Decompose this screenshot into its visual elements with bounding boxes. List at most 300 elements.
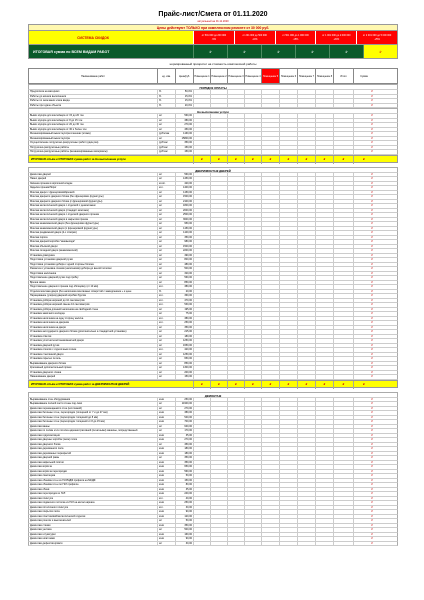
quantity-input[interactable] (193, 114, 210, 118)
quantity-input[interactable] (261, 150, 279, 154)
quantity-input[interactable] (279, 524, 297, 528)
quantity-input[interactable] (279, 308, 297, 312)
quantity-input[interactable] (315, 303, 333, 307)
quantity-input[interactable] (244, 533, 261, 537)
quantity-input[interactable] (279, 348, 297, 352)
quantity-input[interactable] (210, 362, 227, 366)
quantity-input[interactable] (315, 429, 333, 433)
quantity-input[interactable] (315, 213, 333, 217)
quantity-input[interactable] (315, 443, 333, 447)
quantity-input[interactable] (315, 90, 333, 94)
quantity-input[interactable] (227, 195, 244, 199)
quantity-input[interactable] (244, 173, 261, 177)
quantity-input[interactable] (227, 249, 244, 253)
quantity-input[interactable] (210, 200, 227, 204)
quantity-input[interactable] (244, 132, 261, 136)
quantity-input[interactable] (210, 501, 227, 505)
quantity-input[interactable] (315, 150, 333, 154)
quantity-input[interactable] (193, 474, 210, 478)
quantity-input[interactable] (315, 236, 333, 240)
quantity-input[interactable] (315, 474, 333, 478)
quantity-input[interactable] (210, 371, 227, 375)
quantity-input[interactable] (227, 470, 244, 474)
quantity-input[interactable] (227, 326, 244, 330)
quantity-input[interactable] (279, 470, 297, 474)
quantity-input[interactable] (279, 263, 297, 267)
quantity-input[interactable] (244, 425, 261, 429)
quantity-input[interactable] (227, 353, 244, 357)
quantity-input[interactable] (193, 222, 210, 226)
quantity-input[interactable] (227, 281, 244, 285)
quantity-input[interactable] (210, 438, 227, 442)
quantity-input[interactable] (315, 182, 333, 186)
quantity-input[interactable] (210, 533, 227, 537)
quantity-input[interactable] (227, 303, 244, 307)
quantity-input[interactable] (279, 434, 297, 438)
quantity-input[interactable] (297, 213, 315, 217)
quantity-input[interactable] (279, 542, 297, 546)
quantity-input[interactable] (261, 213, 279, 217)
quantity-input[interactable] (244, 182, 261, 186)
quantity-input[interactable] (315, 416, 333, 420)
quantity-input[interactable] (315, 312, 333, 316)
quantity-input[interactable] (210, 104, 227, 108)
quantity-input[interactable] (244, 317, 261, 321)
quantity-input[interactable] (315, 195, 333, 199)
quantity-input[interactable] (210, 497, 227, 501)
quantity-input[interactable] (261, 330, 279, 334)
quantity-input[interactable] (297, 317, 315, 321)
quantity-input[interactable] (261, 249, 279, 253)
quantity-input[interactable] (210, 245, 227, 249)
quantity-input[interactable] (297, 123, 315, 127)
quantity-input[interactable] (297, 321, 315, 325)
quantity-input[interactable] (227, 339, 244, 343)
quantity-input[interactable] (244, 357, 261, 361)
quantity-input[interactable] (244, 362, 261, 366)
quantity-input[interactable] (315, 402, 333, 406)
quantity-input[interactable] (279, 398, 297, 402)
quantity-input[interactable] (210, 227, 227, 231)
quantity-input[interactable] (244, 222, 261, 226)
quantity-input[interactable] (193, 218, 210, 222)
quantity-input[interactable] (261, 104, 279, 108)
quantity-input[interactable] (297, 285, 315, 289)
quantity-input[interactable] (244, 326, 261, 330)
quantity-input[interactable] (244, 344, 261, 348)
quantity-input[interactable] (297, 222, 315, 226)
quantity-input[interactable] (210, 146, 227, 150)
quantity-input[interactable] (210, 285, 227, 289)
quantity-input[interactable] (261, 465, 279, 469)
quantity-input[interactable] (297, 249, 315, 253)
quantity-input[interactable] (261, 173, 279, 177)
quantity-input[interactable] (210, 177, 227, 181)
quantity-input[interactable] (315, 353, 333, 357)
quantity-input[interactable] (279, 231, 297, 235)
quantity-input[interactable] (244, 272, 261, 276)
quantity-input[interactable] (227, 114, 244, 118)
quantity-input[interactable] (244, 281, 261, 285)
quantity-input[interactable] (210, 317, 227, 321)
quantity-input[interactable] (210, 272, 227, 276)
quantity-input[interactable] (227, 407, 244, 411)
quantity-input[interactable] (210, 339, 227, 343)
quantity-input[interactable] (193, 177, 210, 181)
quantity-input[interactable] (261, 290, 279, 294)
quantity-input[interactable] (227, 501, 244, 505)
quantity-input[interactable] (297, 294, 315, 298)
quantity-input[interactable] (261, 272, 279, 276)
quantity-input[interactable] (297, 254, 315, 258)
quantity-input[interactable] (297, 465, 315, 469)
quantity-input[interactable] (315, 146, 333, 150)
quantity-input[interactable] (193, 497, 210, 501)
quantity-input[interactable] (261, 416, 279, 420)
quantity-input[interactable] (315, 281, 333, 285)
quantity-input[interactable] (210, 249, 227, 253)
quantity-input[interactable] (227, 479, 244, 483)
quantity-input[interactable] (297, 348, 315, 352)
quantity-input[interactable] (297, 357, 315, 361)
quantity-input[interactable] (279, 420, 297, 424)
quantity-input[interactable] (244, 339, 261, 343)
quantity-input[interactable] (193, 104, 210, 108)
quantity-input[interactable] (279, 321, 297, 325)
quantity-input[interactable] (210, 173, 227, 177)
quantity-input[interactable] (279, 537, 297, 541)
quantity-input[interactable] (297, 177, 315, 181)
quantity-input[interactable] (193, 339, 210, 343)
quantity-input[interactable] (297, 362, 315, 366)
quantity-input[interactable] (297, 299, 315, 303)
quantity-input[interactable] (297, 420, 315, 424)
quantity-input[interactable] (279, 465, 297, 469)
quantity-input[interactable] (279, 425, 297, 429)
quantity-input[interactable] (315, 258, 333, 262)
quantity-input[interactable] (193, 411, 210, 415)
quantity-input[interactable] (315, 321, 333, 325)
quantity-input[interactable] (244, 177, 261, 181)
quantity-input[interactable] (279, 506, 297, 510)
quantity-input[interactable] (193, 528, 210, 532)
quantity-input[interactable] (297, 240, 315, 244)
quantity-input[interactable] (279, 173, 297, 177)
quantity-input[interactable] (261, 335, 279, 339)
quantity-input[interactable] (261, 186, 279, 190)
quantity-input[interactable] (193, 483, 210, 487)
quantity-input[interactable] (315, 515, 333, 519)
quantity-input[interactable] (193, 231, 210, 235)
quantity-input[interactable] (279, 150, 297, 154)
quantity-input[interactable] (315, 456, 333, 460)
quantity-input[interactable] (244, 519, 261, 523)
quantity-input[interactable] (279, 209, 297, 213)
quantity-input[interactable] (279, 204, 297, 208)
quantity-input[interactable] (210, 506, 227, 510)
quantity-input[interactable] (193, 533, 210, 537)
quantity-input[interactable] (193, 99, 210, 103)
quantity-input[interactable] (261, 492, 279, 496)
quantity-input[interactable] (193, 326, 210, 330)
quantity-input[interactable] (193, 146, 210, 150)
quantity-input[interactable] (279, 362, 297, 366)
quantity-input[interactable] (297, 344, 315, 348)
quantity-input[interactable] (210, 231, 227, 235)
quantity-input[interactable] (297, 524, 315, 528)
quantity-input[interactable] (227, 276, 244, 280)
quantity-input[interactable] (261, 479, 279, 483)
quantity-input[interactable] (193, 510, 210, 514)
quantity-input[interactable] (261, 231, 279, 235)
quantity-input[interactable] (227, 357, 244, 361)
quantity-input[interactable] (261, 177, 279, 181)
quantity-input[interactable] (227, 533, 244, 537)
quantity-input[interactable] (227, 218, 244, 222)
quantity-input[interactable] (297, 303, 315, 307)
quantity-input[interactable] (261, 362, 279, 366)
quantity-input[interactable] (279, 339, 297, 343)
quantity-input[interactable] (261, 357, 279, 361)
quantity-input[interactable] (227, 465, 244, 469)
quantity-input[interactable] (279, 443, 297, 447)
quantity-input[interactable] (244, 312, 261, 316)
quantity-input[interactable] (297, 456, 315, 460)
quantity-input[interactable] (193, 524, 210, 528)
quantity-input[interactable] (244, 443, 261, 447)
quantity-input[interactable] (297, 204, 315, 208)
quantity-input[interactable] (315, 470, 333, 474)
quantity-input[interactable] (315, 104, 333, 108)
quantity-input[interactable] (315, 119, 333, 123)
quantity-input[interactable] (193, 456, 210, 460)
quantity-input[interactable] (261, 245, 279, 249)
quantity-input[interactable] (227, 537, 244, 541)
quantity-input[interactable] (244, 231, 261, 235)
quantity-input[interactable] (244, 299, 261, 303)
quantity-input[interactable] (279, 326, 297, 330)
quantity-input[interactable] (210, 236, 227, 240)
quantity-input[interactable] (227, 456, 244, 460)
quantity-input[interactable] (244, 501, 261, 505)
quantity-input[interactable] (279, 461, 297, 465)
quantity-input[interactable] (279, 492, 297, 496)
quantity-input[interactable] (227, 398, 244, 402)
quantity-input[interactable] (210, 281, 227, 285)
quantity-input[interactable] (279, 254, 297, 258)
quantity-input[interactable] (315, 488, 333, 492)
quantity-input[interactable] (315, 317, 333, 321)
quantity-input[interactable] (193, 312, 210, 316)
quantity-input[interactable] (193, 128, 210, 132)
quantity-input[interactable] (315, 128, 333, 132)
quantity-input[interactable] (297, 339, 315, 343)
quantity-input[interactable] (261, 443, 279, 447)
quantity-input[interactable] (227, 227, 244, 231)
quantity-input[interactable] (261, 474, 279, 478)
quantity-input[interactable] (261, 222, 279, 226)
quantity-input[interactable] (279, 236, 297, 240)
quantity-input[interactable] (244, 353, 261, 357)
quantity-input[interactable] (315, 519, 333, 523)
quantity-input[interactable] (193, 317, 210, 321)
quantity-input[interactable] (315, 227, 333, 231)
quantity-input[interactable] (244, 99, 261, 103)
quantity-input[interactable] (261, 407, 279, 411)
quantity-input[interactable] (193, 438, 210, 442)
quantity-input[interactable] (261, 321, 279, 325)
quantity-input[interactable] (261, 317, 279, 321)
quantity-input[interactable] (279, 479, 297, 483)
quantity-input[interactable] (210, 267, 227, 271)
quantity-input[interactable] (193, 240, 210, 244)
quantity-input[interactable] (261, 218, 279, 222)
quantity-input[interactable] (261, 533, 279, 537)
quantity-input[interactable] (210, 209, 227, 213)
quantity-input[interactable] (193, 371, 210, 375)
quantity-input[interactable] (279, 411, 297, 415)
quantity-input[interactable] (279, 299, 297, 303)
quantity-input[interactable] (227, 443, 244, 447)
quantity-input[interactable] (261, 447, 279, 451)
quantity-input[interactable] (279, 177, 297, 181)
quantity-input[interactable] (227, 254, 244, 258)
quantity-input[interactable] (279, 267, 297, 271)
quantity-input[interactable] (279, 519, 297, 523)
quantity-input[interactable] (279, 128, 297, 132)
quantity-input[interactable] (244, 398, 261, 402)
quantity-input[interactable] (244, 420, 261, 424)
quantity-input[interactable] (279, 344, 297, 348)
quantity-input[interactable] (244, 290, 261, 294)
quantity-input[interactable] (210, 303, 227, 307)
quantity-input[interactable] (210, 99, 227, 103)
quantity-input[interactable] (261, 209, 279, 213)
quantity-input[interactable] (244, 479, 261, 483)
quantity-input[interactable] (227, 290, 244, 294)
quantity-input[interactable] (210, 276, 227, 280)
quantity-input[interactable] (315, 204, 333, 208)
quantity-input[interactable] (193, 470, 210, 474)
quantity-input[interactable] (315, 200, 333, 204)
quantity-input[interactable] (244, 488, 261, 492)
quantity-input[interactable] (297, 209, 315, 213)
quantity-input[interactable] (261, 254, 279, 258)
quantity-input[interactable] (261, 452, 279, 456)
quantity-input[interactable] (315, 501, 333, 505)
quantity-input[interactable] (279, 272, 297, 276)
quantity-input[interactable] (297, 402, 315, 406)
quantity-input[interactable] (279, 249, 297, 253)
quantity-input[interactable] (227, 272, 244, 276)
quantity-input[interactable] (315, 542, 333, 546)
quantity-input[interactable] (227, 128, 244, 132)
quantity-input[interactable] (261, 299, 279, 303)
quantity-input[interactable] (261, 461, 279, 465)
quantity-input[interactable] (193, 132, 210, 136)
quantity-input[interactable] (279, 312, 297, 316)
quantity-input[interactable] (210, 398, 227, 402)
quantity-input[interactable] (193, 245, 210, 249)
quantity-input[interactable] (315, 461, 333, 465)
quantity-input[interactable] (210, 528, 227, 532)
quantity-input[interactable] (210, 290, 227, 294)
quantity-input[interactable] (315, 231, 333, 235)
quantity-input[interactable] (261, 95, 279, 99)
quantity-input[interactable] (261, 497, 279, 501)
quantity-input[interactable] (315, 375, 333, 379)
quantity-input[interactable] (261, 434, 279, 438)
quantity-input[interactable] (244, 434, 261, 438)
quantity-input[interactable] (244, 515, 261, 519)
quantity-input[interactable] (227, 375, 244, 379)
quantity-input[interactable] (227, 492, 244, 496)
quantity-input[interactable] (279, 90, 297, 94)
quantity-input[interactable] (244, 542, 261, 546)
quantity-input[interactable] (193, 519, 210, 523)
quantity-input[interactable] (193, 173, 210, 177)
quantity-input[interactable] (315, 267, 333, 271)
quantity-input[interactable] (227, 483, 244, 487)
quantity-input[interactable] (261, 537, 279, 541)
quantity-input[interactable] (227, 524, 244, 528)
quantity-input[interactable] (315, 272, 333, 276)
quantity-input[interactable] (244, 537, 261, 541)
quantity-input[interactable] (227, 186, 244, 190)
quantity-input[interactable] (279, 510, 297, 514)
quantity-input[interactable] (193, 443, 210, 447)
quantity-input[interactable] (244, 492, 261, 496)
quantity-input[interactable] (193, 294, 210, 298)
quantity-input[interactable] (210, 182, 227, 186)
quantity-input[interactable] (210, 308, 227, 312)
quantity-input[interactable] (315, 425, 333, 429)
quantity-input[interactable] (315, 348, 333, 352)
quantity-input[interactable] (227, 362, 244, 366)
quantity-input[interactable] (279, 488, 297, 492)
quantity-input[interactable] (315, 308, 333, 312)
quantity-input[interactable] (193, 236, 210, 240)
quantity-input[interactable] (261, 420, 279, 424)
quantity-input[interactable] (244, 249, 261, 253)
quantity-input[interactable] (193, 299, 210, 303)
quantity-input[interactable] (315, 479, 333, 483)
quantity-input[interactable] (297, 479, 315, 483)
quantity-input[interactable] (244, 402, 261, 406)
quantity-input[interactable] (297, 488, 315, 492)
quantity-input[interactable] (193, 182, 210, 186)
quantity-input[interactable] (244, 209, 261, 213)
quantity-input[interactable] (210, 515, 227, 519)
quantity-input[interactable] (244, 141, 261, 145)
quantity-input[interactable] (244, 452, 261, 456)
quantity-input[interactable] (244, 510, 261, 514)
quantity-input[interactable] (227, 335, 244, 339)
quantity-input[interactable] (193, 213, 210, 217)
quantity-input[interactable] (297, 114, 315, 118)
quantity-input[interactable] (279, 141, 297, 145)
quantity-input[interactable] (227, 123, 244, 127)
quantity-input[interactable] (279, 375, 297, 379)
quantity-input[interactable] (210, 443, 227, 447)
quantity-input[interactable] (315, 483, 333, 487)
quantity-input[interactable] (244, 128, 261, 132)
quantity-input[interactable] (315, 299, 333, 303)
quantity-input[interactable] (244, 95, 261, 99)
quantity-input[interactable] (297, 537, 315, 541)
quantity-input[interactable] (297, 542, 315, 546)
quantity-input[interactable] (261, 137, 279, 141)
